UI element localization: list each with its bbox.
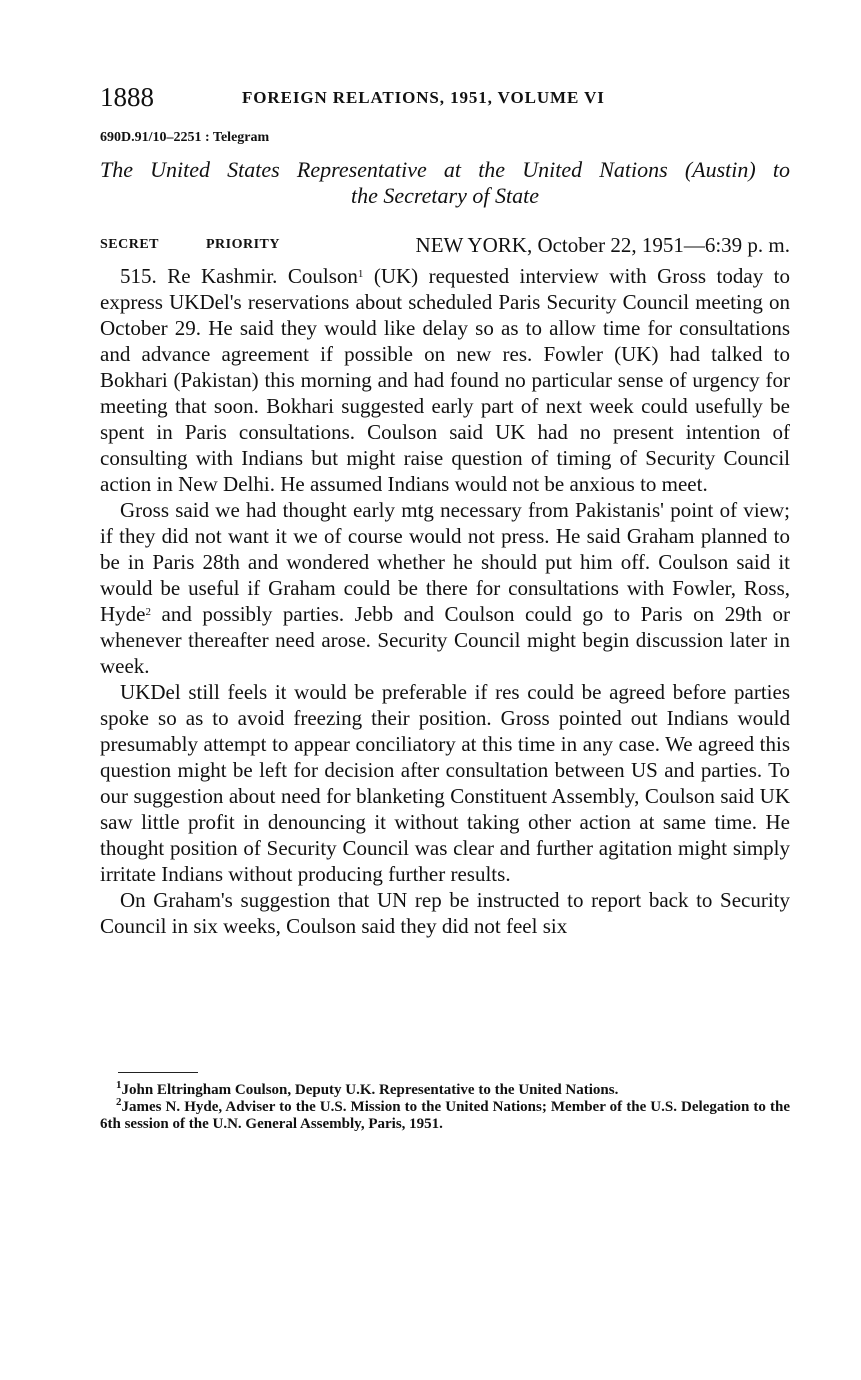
title-line-1: The United States Representative at the United Nations (Austin) to [100,157,790,182]
paragraph-2-part-b: and possibly parties. Jebb and Coulson could go to Paris on 29th or whenever thereafter need arose. Security Council might begin discussion later in week. [100,602,790,678]
footnote-1-text: John Eltringham Coulson, Deputy U.K. Representative to the United Nations. [121,1082,619,1098]
paragraph-2 [100,497,790,679]
footnote-ref-2: 2 [145,606,151,618]
telegram-body [100,263,790,939]
page-header [100,82,790,112]
precedence-label: PRIORITY [206,237,281,252]
footnote-1 [100,1079,790,1099]
footnote-ref-1: 1 [357,268,364,280]
paragraph-1-part-a: 515. Re Kashmir. Coulson [120,264,358,288]
footnote-1-marker: 1 [116,1079,122,1091]
footnote-2 [100,1096,790,1133]
footnotes [100,1079,790,1133]
document-title [100,157,790,209]
paragraph-1-part-b: (UK) requested interview with Gross today to express UKDel's reservations about scheduled Paris Security Council meeting on October 29. He said they would like delay so as to allow time for consultations and advance agreement if possible on new res. Fowler (UK) had talked to Bokhari (Pakistan) this morning and had found no particular sense of urgency for meeting that soon. Bokhari suggested early part of next week could usefully be spent in Paris consultations. Coulson said UK had no present intention of consulting with Indians but might raise question of timing of Security Council action in New Delhi. He assumed Indians would not be anxious to meet. [100,264,790,496]
paragraph-4: On Graham's suggestion that UN rep be instructed to report back to Security Council in six weeks, Coulson said they did not feel six [100,888,790,938]
title-line-2: the Secretary of State [351,183,539,208]
footnote-2-marker: 2 [116,1096,122,1108]
footnote-2-text: James N. Hyde, Adviser to the U.S. Mission to the United Nations; Member of the U.S. Delegation to the 6th session of the U.N. General Assembly, Paris, 1951. [100,1099,790,1132]
place-date: NEW YORK, October 22, 1951—6:39 p. m. [415,233,790,257]
dateline [100,232,790,258]
paragraph-2-part-a: Gross said we had thought early mtg necessary from Pakistanis' point of view; if they did not want it we of course would not press. He said Graham planned to be in Paris 28th and wondered whether he should put him off. Coulson said it would be useful if Graham could be there for consultations with Fowler, Ross, Hyde [100,498,790,626]
running-title: FOREIGN RELATIONS, 1951, VOLUME VI [242,88,605,107]
classification-label: SECRET [100,237,160,252]
page-number: 1888 [100,82,154,112]
footnote-divider [118,1072,198,1073]
paragraph-1 [100,263,790,497]
file-reference: 690D.91/10–2251 : Telegram [100,130,270,145]
paragraph-3: UKDel still feels it would be preferable if res could be agreed before parties spoke so as to avoid freezing their position. Gross pointed out Indians would presumably attempt to appear conciliatory at this time in any case. We agreed this question might be left for decision after consultation between US and parties. To our suggestion about need for blanketing Constituent Assembly, Coulson said UK saw little profit in denouncing it without taking other action at same time. He thought position of Security Council was clear and further agitation might simply irritate Indians without producing further results. [100,680,790,886]
